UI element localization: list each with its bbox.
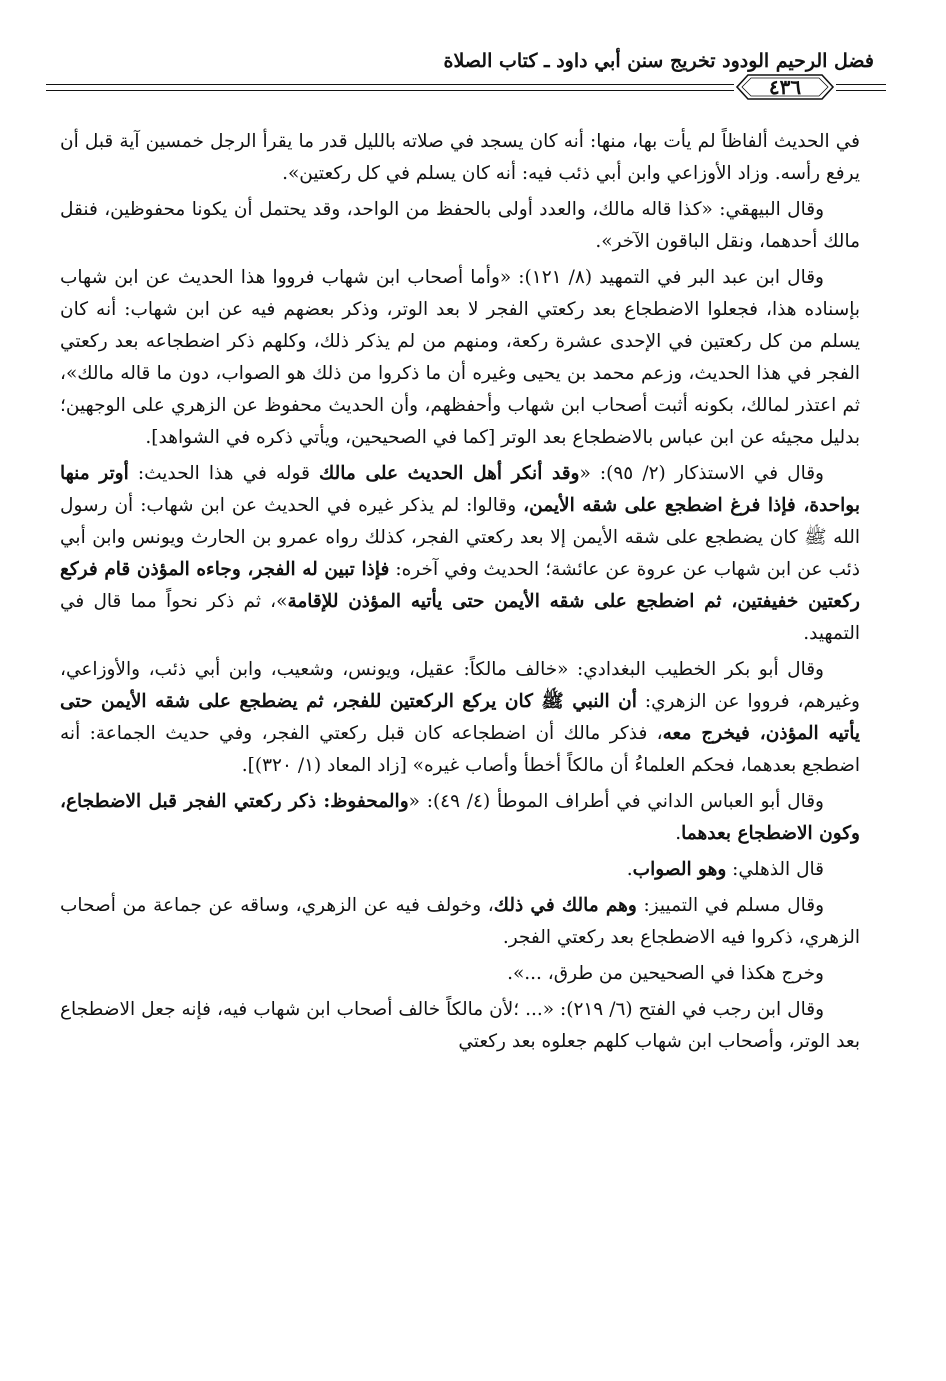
text-segment: وقال أبو بكر الخطيب البغدادي: «خالف مالكاً: عقيل، ويونس، وشعيب، وابن أبي ذئب، والأوزاعي، وغيرهم، فرووا عن الزهري: xyxy=(60,659,860,712)
text-segment: ، فذكر مالك أن اضطجاعه كان قبل ركعتي الفجر، وفي حديث الجماعة: أنه اضطجع بعدهما، فحكم العلماءُ أن مالكاً أخطأ وأصاب غيره» [زاد المعاد (١/ ٣٢٠)]. xyxy=(60,723,860,776)
text-segment: وقال في الاستذكار (٢/ ٩٥): « xyxy=(579,463,824,484)
book-title: فضل الرحيم الودود تخريج سنن أبي داود ـ كتاب الصلاة xyxy=(443,50,874,72)
bold-quote: والمحفوظ: ذكر ركعتي الفجر قبل الاضطجاع، وكون الاضطجاع بعدهما xyxy=(60,791,860,844)
text-segment: وقال أبو العباس الداني في أطراف الموطأ (٤/ ٤٩): « xyxy=(408,791,824,812)
text-segment: »، ثم ذكر نحواً مما قال في التمهيد. xyxy=(60,591,860,644)
text-segment: وقال ابن رجب في الفتح (٦/ ٢١٩): «... ؛لأن مالكاً خالف أصحاب ابن شهاب فيه، فإنه جعل الاضطجاع بعد الوتر، وأصحاب ابن شهاب كلهم جعلوه بعد ركعتي xyxy=(60,999,860,1052)
paragraph xyxy=(60,262,860,454)
paragraph xyxy=(60,194,860,258)
text-segment: . xyxy=(626,859,633,880)
text-segment: ، وخولف فيه عن الزهري، وساقه عن جماعة من أصحاب الزهري، ذكروا فيه الاضطجاع بعد ركعتي الفجر. xyxy=(60,895,860,948)
paragraph xyxy=(60,458,860,650)
paragraph xyxy=(60,890,860,954)
running-header xyxy=(46,50,886,120)
paragraph xyxy=(60,126,860,190)
bold-quote: أن النبي ﷺ كان يركع الركعتين للفجر، ثم يضطجع على شقه الأيمن حتى يأتيه المؤذن، فيخرج معه xyxy=(60,691,860,744)
paragraph xyxy=(60,854,860,886)
text-segment: وقال ابن عبد البر في التمهيد (٨/ ١٢١): «وأما أصحاب ابن شهاب فرووا هذا الحديث عن ابن شهاب بإسناده هذا، فجعلوا الاضطجاع بعد ركعتي الفجر لا بعد الوتر، وذكر بعضهم فيه عن ابن شهاب: أنه كان يسلم من كل ركعتين في الإحدى عشرة ركعة، ومنهم من لم يذكر ذلك، وكلهم ذكر اضطجاعه بعد ركعتي الفجر في هذا الحديث، وزعم محمد بن يحيى وغيره أن ما ذكروا من ذلك هو الصواب، دون ما قاله مالك»، ثم اعتذر لمالك، بكونه أثبت أصحاب ابن شهاب وأحفظهم، وأن الحديث محفوظ عن الزهري على الوجهين؛ بدليل مجيئه عن ابن عباس بالاضطجاع بعد الوتر [كما في الصحيحين، ويأتي ذكره في الشواهد]. xyxy=(60,267,860,448)
paragraph xyxy=(60,958,860,990)
header-rule-left xyxy=(46,84,734,91)
text-segment: وقال البيهقي: «كذا قاله مالك، والعدد أولى بالحفظ من الواحد، وقد يحتمل أن يكونا محفوظين، فنقل مالك أحدهما، ونقل الباقون الآخر». xyxy=(60,199,860,252)
bold-quote: وهم مالك في ذلك xyxy=(493,895,637,916)
bold-quote: فإذا تبين له الفجر، وجاءه المؤذن قام فركع ركعتين خفيفتين، ثم اضطجع على شقه الأيمن حتى يأتيه المؤذن للإقامة xyxy=(60,559,860,612)
text-segment: وقال مسلم في التمييز: xyxy=(636,895,824,916)
text-segment: وقالوا: لم يذكر غيره في الحديث عن ابن شهاب: أن رسول الله ﷺ كان يضطجع على شقه الأيمن إلا بعد ركعتي الفجر، كذلك رواه عمرو بن الحارث ويونس وابن أبي ذئب عن ابن شهاب عن عروة عن عائشة؛ الحديث وفي آخره: xyxy=(60,495,860,580)
text-segment: في الحديث ألفاظاً لم يأت بها، منها: أنه كان يسجد في صلاته بالليل قدر ما يقرأ الرجل خمسين آية قبل أن يرفع رأسه. وزاد الأوزاعي وابن أبي ذئب فيه: أنه كان يسلم في كل ركعتين». xyxy=(60,131,860,184)
main-text xyxy=(60,126,860,1062)
header-rule-right xyxy=(836,84,886,91)
page-number: ٤٣٦ xyxy=(768,75,802,99)
paragraph xyxy=(60,994,860,1058)
text-segment: قوله في هذا الحديث: xyxy=(128,463,320,484)
text-segment: . xyxy=(675,823,682,844)
bold-quote: وقد أنكر أهل الحديث على مالك xyxy=(319,463,580,484)
page-number-badge xyxy=(734,72,836,102)
paragraph xyxy=(60,654,860,782)
bold-quote: أوتر منها بواحدة، فإذا فرغ اضطجع على شقه الأيمن، xyxy=(60,463,860,516)
text-segment: قال الذهلي: xyxy=(726,859,824,880)
bold-quote: وهو الصواب xyxy=(632,859,727,880)
paragraph xyxy=(60,786,860,850)
text-segment: وخرج هكذا في الصحيحين من طرق، ...». xyxy=(507,963,824,984)
